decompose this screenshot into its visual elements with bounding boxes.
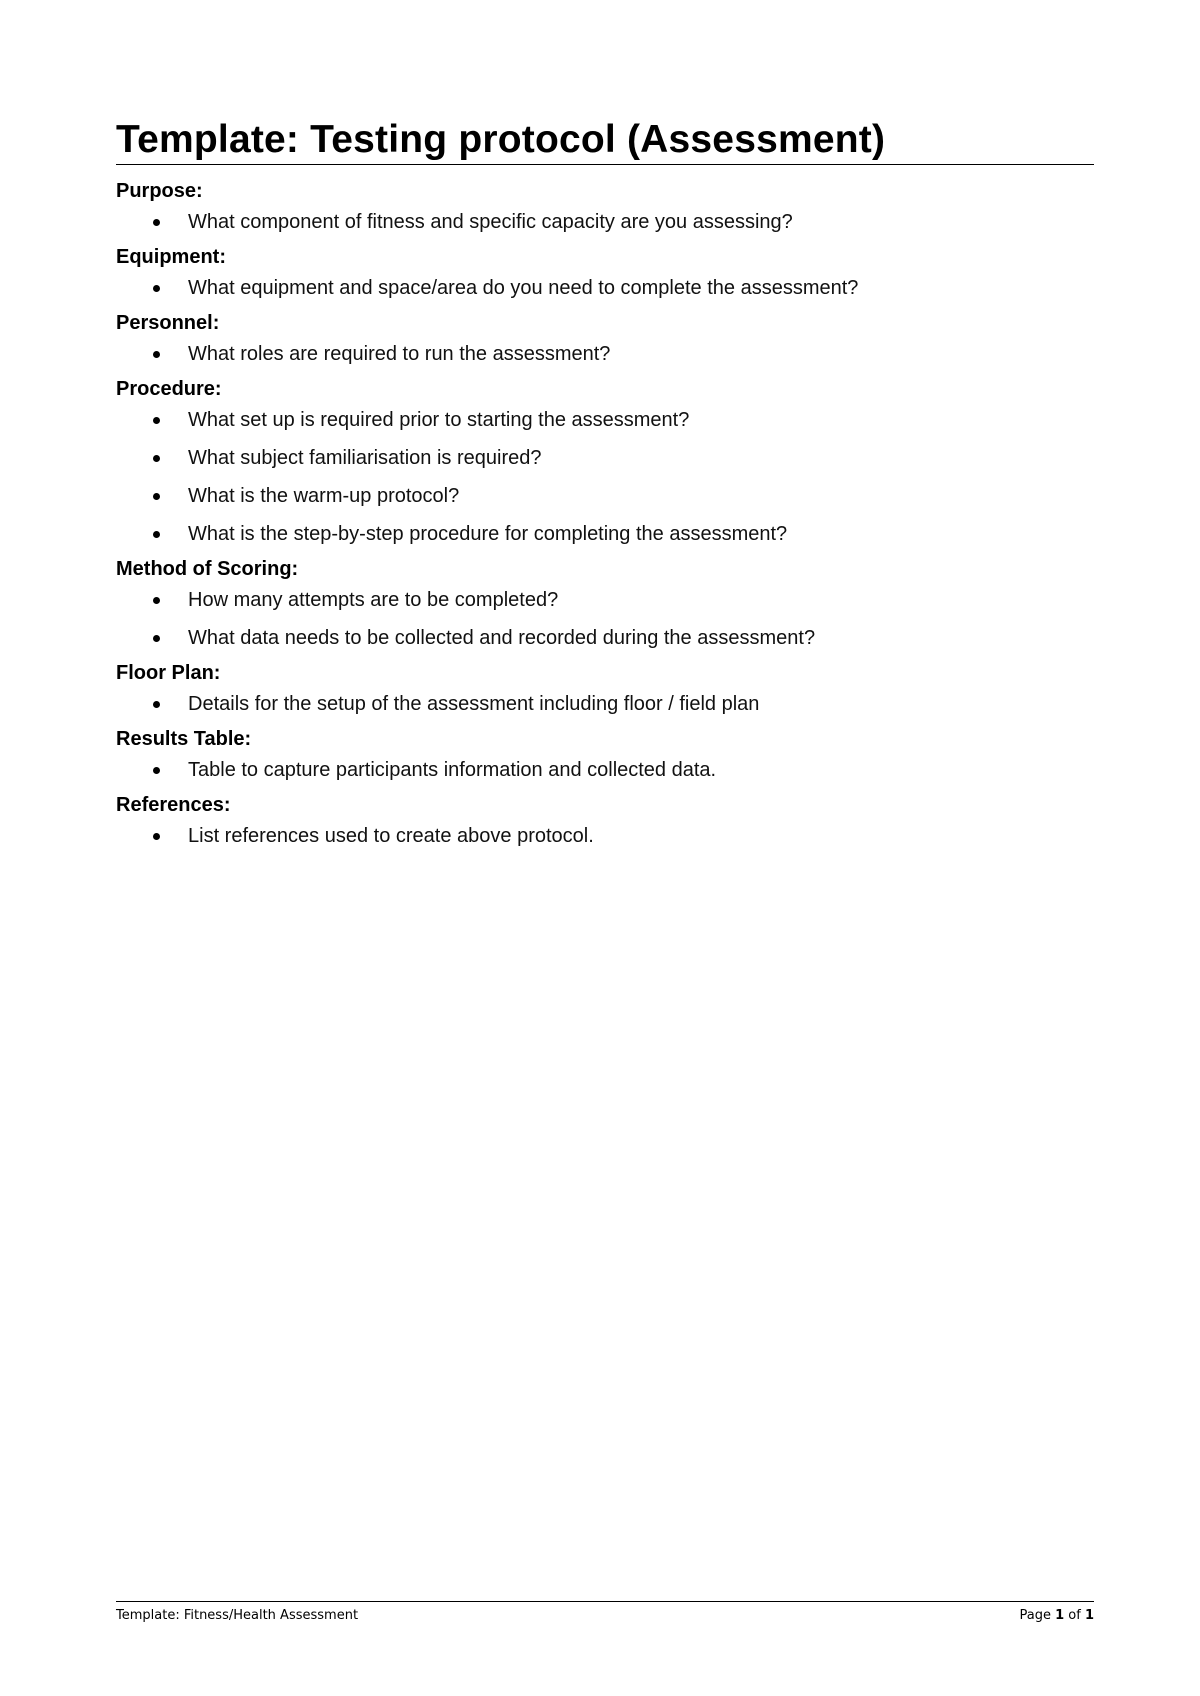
bullet-text: What component of fitness and specific capacity are you assessing? xyxy=(188,211,793,233)
bullet-dot-icon xyxy=(153,597,160,604)
bullet-item xyxy=(116,752,1094,790)
bullet-text: What subject familiarisation is required? xyxy=(188,447,542,469)
section-heading: Procedure: xyxy=(116,378,222,400)
bullet-list xyxy=(116,270,1094,308)
bullet-dot-icon xyxy=(153,219,160,226)
bullet-item xyxy=(116,204,1094,242)
footer-page-number: 1 xyxy=(1055,1608,1065,1623)
section xyxy=(116,176,1094,242)
section-heading: Equipment: xyxy=(116,246,226,268)
bullet-text: What is the warm-up protocol? xyxy=(188,485,460,507)
section xyxy=(116,308,1094,374)
bullet-item xyxy=(116,516,1094,554)
section-heading: Method of Scoring: xyxy=(116,558,299,580)
bullet-text: What data needs to be collected and recorded during the assessment? xyxy=(188,627,816,649)
bullet-text: List references used to create above protocol. xyxy=(188,825,594,847)
bullet-item xyxy=(116,818,1094,856)
bullet-list xyxy=(116,752,1094,790)
footer-page-label: Page xyxy=(1019,1608,1051,1623)
footer-page-indicator xyxy=(1019,1606,1094,1626)
bullet-text: What set up is required prior to starting the assessment? xyxy=(188,409,690,431)
bullet-dot-icon xyxy=(153,833,160,840)
footer-divider xyxy=(116,1601,1094,1602)
footer-document-label: Template: Fitness/Health Assessment xyxy=(116,1608,359,1623)
bullet-dot-icon xyxy=(153,351,160,358)
bullet-list xyxy=(116,818,1094,856)
bullet-list xyxy=(116,336,1094,374)
bullet-item xyxy=(116,686,1094,724)
section-heading: Floor Plan: xyxy=(116,662,221,684)
bullet-text: Table to capture participants information and collected data. xyxy=(188,759,717,781)
bullet-item xyxy=(116,402,1094,440)
bullet-text: How many attempts are to be completed? xyxy=(188,589,559,611)
bullet-item xyxy=(116,620,1094,658)
bullet-text: What is the step-by-step procedure for completing the assessment? xyxy=(188,523,788,545)
bullet-list xyxy=(116,204,1094,242)
bullet-dot-icon xyxy=(153,701,160,708)
bullet-list xyxy=(116,686,1094,724)
section-heading: Personnel: xyxy=(116,312,220,334)
bullet-dot-icon xyxy=(153,531,160,538)
bullet-item xyxy=(116,478,1094,516)
footer-of-label: of xyxy=(1068,1608,1081,1623)
bullet-item xyxy=(116,270,1094,308)
section-heading: References: xyxy=(116,794,231,816)
bullet-list xyxy=(116,402,1094,554)
bullet-dot-icon xyxy=(153,635,160,642)
section xyxy=(116,554,1094,658)
footer-page-total: 1 xyxy=(1084,1608,1094,1623)
bullet-list xyxy=(116,582,1094,658)
bullet-dot-icon xyxy=(153,285,160,292)
bullet-dot-icon xyxy=(153,767,160,774)
section xyxy=(116,790,1094,856)
bullet-item xyxy=(116,582,1094,620)
page-footer xyxy=(116,1606,1094,1626)
bullet-text: Details for the setup of the assessment including floor / field plan xyxy=(188,693,760,715)
title-underline xyxy=(116,164,1094,165)
bullet-dot-icon xyxy=(153,493,160,500)
bullet-dot-icon xyxy=(153,417,160,424)
section xyxy=(116,374,1094,554)
section-heading: Purpose: xyxy=(116,180,203,202)
bullet-dot-icon xyxy=(153,455,160,462)
document-body xyxy=(116,176,1094,856)
section-heading: Results Table: xyxy=(116,728,252,750)
document-title: Template: Testing protocol (Assessment) xyxy=(116,118,886,161)
bullet-text: What equipment and space/area do you need to complete the assessment? xyxy=(188,277,859,299)
bullet-item xyxy=(116,440,1094,478)
section xyxy=(116,242,1094,308)
bullet-text: What roles are required to run the assessment? xyxy=(188,343,611,365)
section xyxy=(116,658,1094,724)
section xyxy=(116,724,1094,790)
bullet-item xyxy=(116,336,1094,374)
